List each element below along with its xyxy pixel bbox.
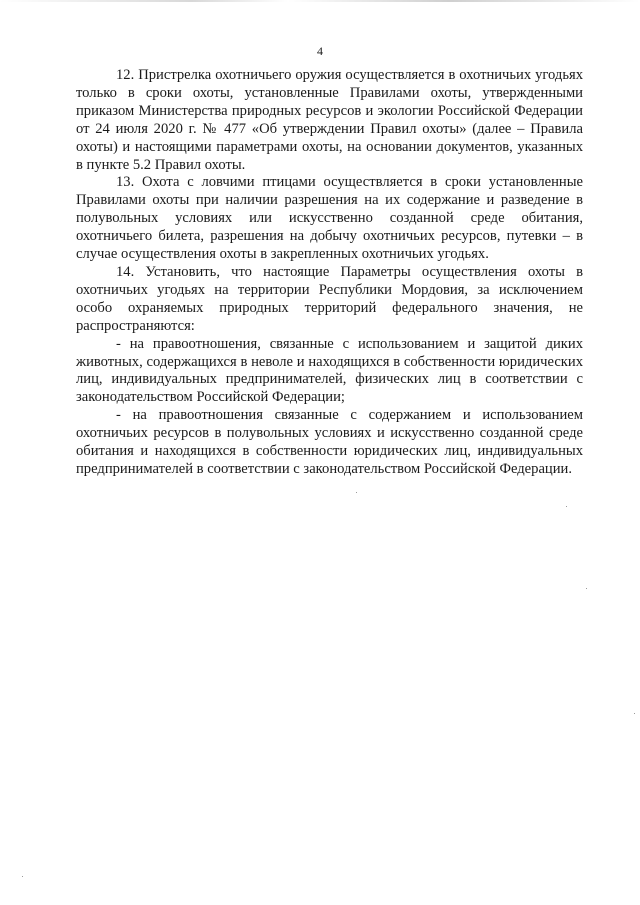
paragraph-14-item-2: - на правоотношения связанные с содержанием и использованием охотничьих ресурсов в полувольных условиях и искусственно созданной среде обитания и находящихся в собственности юридических лиц, индивидуальных предпринимателей в соответствии с законодательством Российской Федерации. [76, 407, 583, 477]
page-number: 4 [317, 44, 323, 58]
paragraph-12: 12. Пристрелка охотничьего оружия осуществляется в охотничьих угодьях только в сроки охоты, установленные Правилами охоты, утвержденными приказом Министерства природных ресурсов и экологии Российской Федерации от 24 июля 2020 г. № 477 «Об утверждении Правил охоты» (далее – Правила охоты) и настоящими параметрами охоты, на основании документов, указанных в пункте 5.2 Правил охоты. [76, 67, 583, 173]
paragraph-14-item-1: - на правоотношения, связанные с использованием и защитой диких животных, содержащихся в неволе и находящихся в собственности юридических лиц, индивидуальных предпринимателей, физических лиц в соответствии с законодательством Российской Федерации; [76, 335, 583, 406]
scan-speck [566, 506, 567, 507]
document-body [76, 67, 583, 479]
scan-speck [356, 492, 357, 493]
scan-speck [22, 876, 23, 877]
scan-edge-top [0, 0, 640, 2]
scan-speck [634, 713, 635, 714]
paragraph-13: 13. Охота с ловчими птицами осуществляется в сроки установленные Правилами охоты при наличии разрешения на их содержание и разведение в полувольных условиях или искусственно созданной среде обитания, охотничьего билета, разрешения на добычу охотничьих ресурсов, путевки – в случае осуществления охоты в закрепленных охотничьих угодьях. [76, 174, 583, 263]
paragraph-14: 14. Установить, что настоящие Параметры осуществления охоты в охотничьих угодьях на территории Республики Мордовия, за исключением особо охраняемых природных территорий федерального значения, не распространяются: [76, 263, 583, 334]
scan-speck [586, 588, 587, 589]
